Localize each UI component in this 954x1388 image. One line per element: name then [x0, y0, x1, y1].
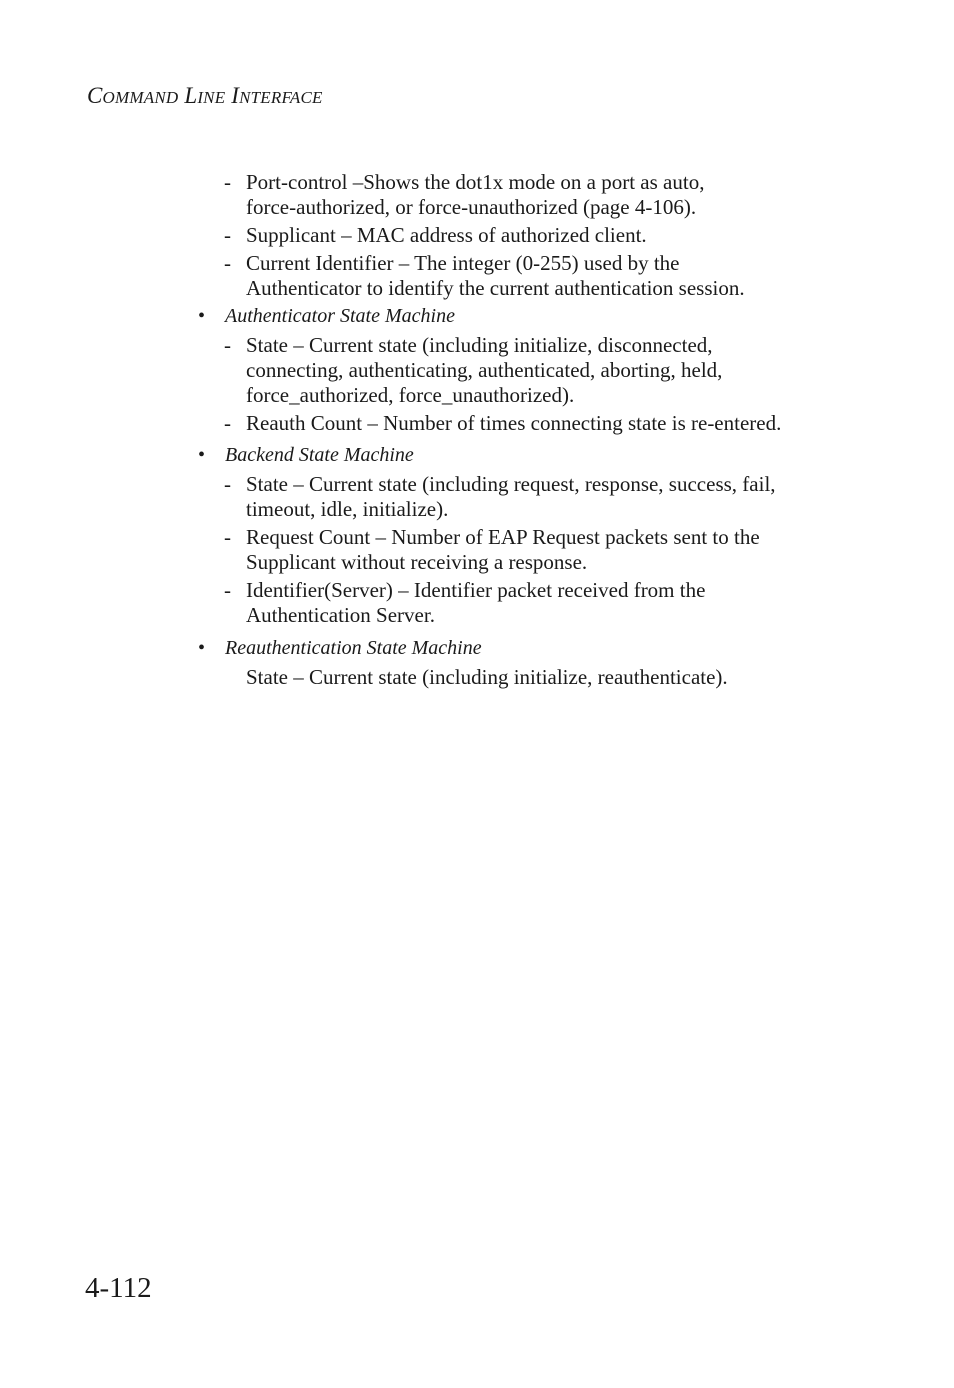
- dash-marker: -: [224, 525, 231, 549]
- list-item: [224, 472, 856, 522]
- list-item: [224, 170, 856, 220]
- list-item: [224, 223, 856, 248]
- item-text-line: State – Current state (including initialize, reauthenticate).: [246, 665, 728, 689]
- item-text-line: timeout, idle, initialize).: [246, 497, 449, 521]
- item-text-line: force_authorized, force_unauthorized).: [246, 383, 575, 407]
- bullet-heading-text: Backend State Machine: [225, 444, 414, 466]
- page-number: 4-112: [85, 1272, 152, 1304]
- item-text-line: Supplicant – MAC address of authorized client.: [246, 223, 647, 247]
- item-text-line: force-authorized, or force-unauthorized (page 4-106).: [246, 195, 697, 219]
- item-text-line: Port-control –Shows the dot1x mode on a port as auto,: [246, 170, 705, 194]
- header-word-1: COMMAND: [87, 83, 179, 108]
- dash-marker: -: [224, 223, 231, 247]
- item-text-line: Identifier(Server) – Identifier packet received from the: [246, 578, 706, 602]
- bullet-marker: •: [198, 637, 206, 659]
- item-text-line: Authentication Server.: [246, 603, 435, 627]
- bullet-heading: [198, 636, 482, 661]
- bullet-heading-text: Reauthentication State Machine: [225, 637, 482, 659]
- item-text-line: Authenticator to identify the current authentication session.: [246, 276, 745, 300]
- dash-marker: -: [224, 578, 231, 602]
- list-item: [246, 665, 856, 690]
- item-text-line: Reauth Count – Number of times connecting state is re-entered.: [246, 411, 782, 435]
- item-text-line: connecting, authenticating, authenticated, aborting, held,: [246, 358, 723, 382]
- item-text-line: Current Identifier – The integer (0-255) used by the: [246, 251, 680, 275]
- bullet-heading: [198, 443, 414, 468]
- item-text-line: Request Count – Number of EAP Request packets sent to the: [246, 525, 760, 549]
- dash-marker: -: [224, 251, 231, 275]
- item-text-line: State – Current state (including request, response, success, fail,: [246, 472, 776, 496]
- bullet-heading: [198, 304, 455, 329]
- running-header: [87, 83, 323, 109]
- list-item: [224, 411, 856, 436]
- dash-marker: -: [224, 411, 231, 435]
- item-text-line: State – Current state (including initialize, disconnected,: [246, 333, 713, 357]
- header-word-3: INTERFACE: [231, 83, 323, 108]
- list-item: [224, 525, 856, 575]
- bullet-marker: •: [198, 444, 206, 466]
- list-item: [224, 251, 856, 301]
- dash-marker: -: [224, 472, 231, 496]
- header-word-2: LINE: [184, 83, 226, 108]
- dash-marker: -: [224, 333, 231, 357]
- item-text-line: Supplicant without receiving a response.: [246, 550, 588, 574]
- dash-marker: -: [224, 170, 231, 194]
- list-item: [224, 578, 856, 628]
- bullet-heading-text: Authenticator State Machine: [225, 305, 455, 327]
- list-item: [224, 333, 856, 408]
- bullet-marker: •: [198, 305, 206, 327]
